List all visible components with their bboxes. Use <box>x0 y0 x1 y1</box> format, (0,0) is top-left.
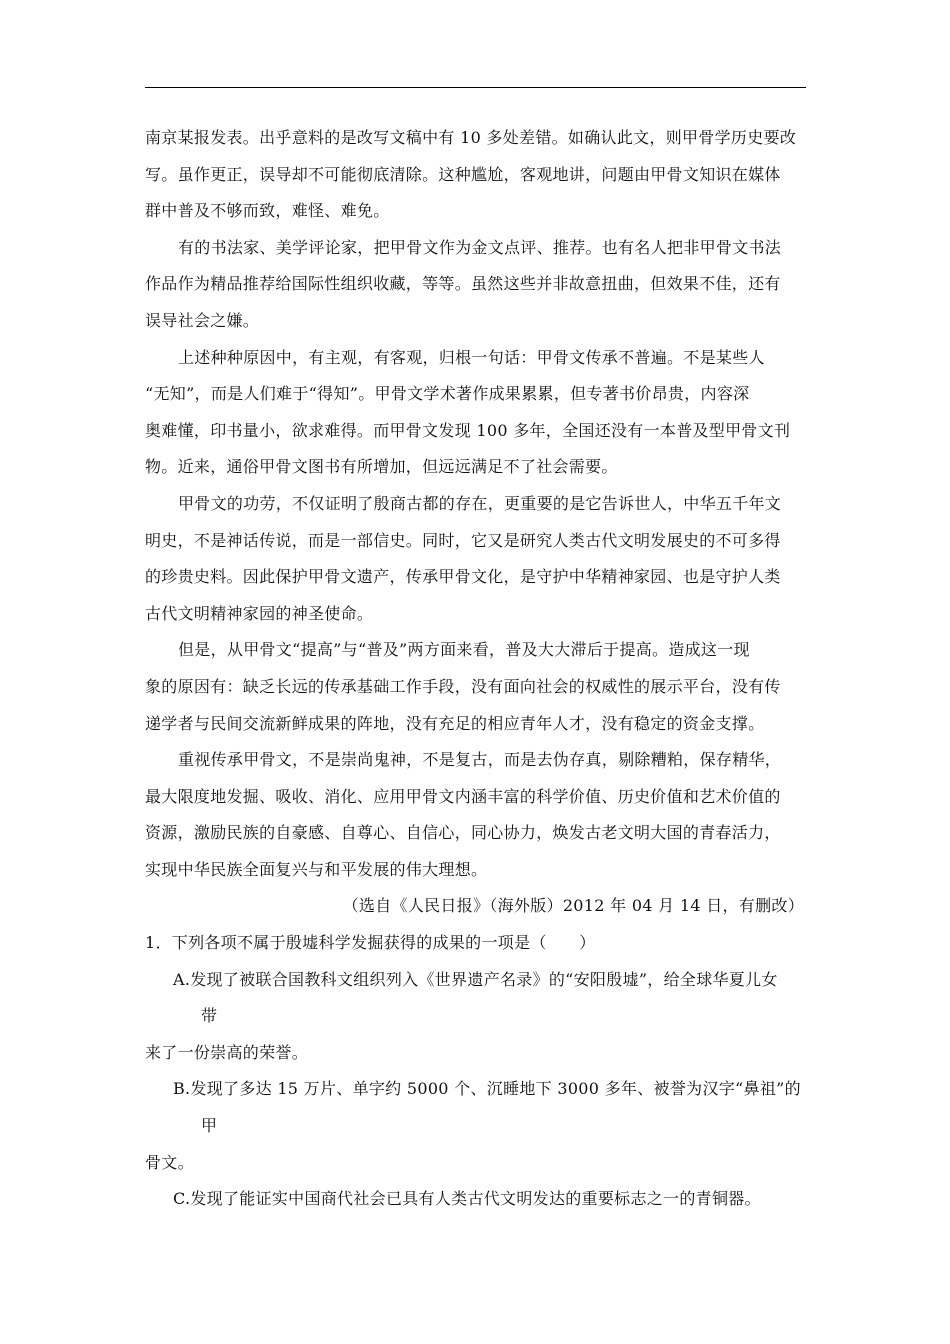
paragraph-line: 重视传承甲骨文，不是崇尚鬼神，不是复古，而是去伪存真，剔除糟粕，保存精华， <box>178 750 782 770</box>
paragraph-line: 实现中华民族全面复兴与和平发展的伟大理想。 <box>145 859 488 879</box>
option-c-line1: C.发现了能证实中国商代社会已具有人类古代文明发达的重要标志之一的青铜器。 <box>173 1189 761 1209</box>
paragraph <box>145 230 806 340</box>
paragraph-line: 象的原因有：缺乏长远的传承基础工作手段，没有面向社会的权威性的展示平台，没有传 <box>145 676 781 696</box>
paragraph <box>145 340 806 486</box>
paragraph-line: 递学者与民间交流新鲜成果的阵地，没有充足的相应青年人才，没有稳定的资金支撑。 <box>145 713 765 733</box>
paragraph-line: 资源，激励民族的自豪感、自尊心、自信心，同心协力，焕发古老文明大国的青春活力， <box>145 823 781 843</box>
paragraph-line: 上述种种原因中，有主观，有客观，归根一句话：甲骨文传承不普遍。不是某些人 <box>178 347 765 367</box>
paragraph-line: 甲骨文的功劳，不仅证明了殷商古都的存在，更重要的是它告诉世人，中华五千年文 <box>178 493 782 513</box>
option-b-line2: 甲 <box>201 1116 218 1136</box>
article-paragraphs <box>145 120 806 888</box>
paragraph-line: 古代文明精神家园的神圣使命。 <box>145 603 374 623</box>
paragraph <box>145 120 806 230</box>
option-a <box>145 962 806 1035</box>
option-b-tail: 骨文。 <box>145 1152 194 1172</box>
article-body <box>145 120 806 1218</box>
paragraph-line: 群中普及不够而致，难怪、难免。 <box>145 201 390 221</box>
header-rule <box>145 87 806 88</box>
paragraph-line: 最大限度地发掘、吸收、消化、应用甲骨文内涵丰富的科学价值、历史价值和艺术价值的 <box>145 786 781 806</box>
option-a-line1: A.发现了被联合国教科文组织列入《世界遗产名录》的“安阳殷墟”，给全球华夏儿女 <box>173 969 778 989</box>
paragraph <box>145 632 806 742</box>
paragraph-line: 明史，不是神话传说，而是一部信史。同时，它又是研究人类古代文明发展史的不可多得 <box>145 530 781 550</box>
option-a-tail: 来了一份崇高的荣誉。 <box>145 1042 309 1062</box>
article-source: （选自《人民日报》（海外版）2012 年 04 月 14 日，有删改） <box>342 896 804 916</box>
question-stem: 1．下列各项不属于殷墟科学发掘获得的成果的一项是（ ） <box>145 933 596 953</box>
paragraph-line: 南京某报发表。出乎意料的是改写文稿中有 10 多处差错。如确认此文，则甲骨学历史要改 <box>145 128 797 147</box>
paragraph-line: 物。近来，通俗甲骨文图书有所增加，但远远满足不了社会需要。 <box>145 457 618 477</box>
paragraph-line: 误导社会之嫌。 <box>145 310 260 330</box>
paragraph-line: “无知”，而是人们难于“得知”。甲骨文学术著作成果累累，但专著书价昂贵，内容深 <box>145 384 750 404</box>
option-a-line2: 带 <box>201 1006 218 1026</box>
paragraph-line: 有的书法家、美学评论家，把甲骨文作为金文点评、推荐。也有名人把非甲骨文书法 <box>178 237 782 257</box>
paragraph-line: 但是，从甲骨文“提高”与“普及”两方面来看，普及大大滞后于提高。造成这一现 <box>178 640 750 660</box>
paragraph <box>145 486 806 632</box>
paragraph-line: 奥难懂，印书量小，欲求难得。而甲骨文发现 100 多年，全国还没有一本普及型甲骨文刊 <box>145 420 791 440</box>
paragraph <box>145 742 806 888</box>
option-b <box>145 1071 806 1144</box>
paragraph-line: 的珍贵史料。因此保护甲骨文遗产，传承甲骨文化，是守护中华精神家园、也是守护人类 <box>145 567 781 587</box>
option-b-line1: B.发现了多达 15 万片、单字约 5000 个、沉睡地下 3000 多年、被誉为汉字“鼻祖”的 <box>173 1079 801 1099</box>
option-c <box>145 1181 806 1218</box>
paragraph-line: 作品作为精品推荐给国际性组织收藏，等等。虽然这些并非故意扭曲，但效果不佳，还有 <box>145 274 781 294</box>
paragraph-line: 写。虽作更正，误导却不可能彻底清除。这种尴尬，客观地讲，问题由甲骨文知识在媒体 <box>145 164 781 184</box>
